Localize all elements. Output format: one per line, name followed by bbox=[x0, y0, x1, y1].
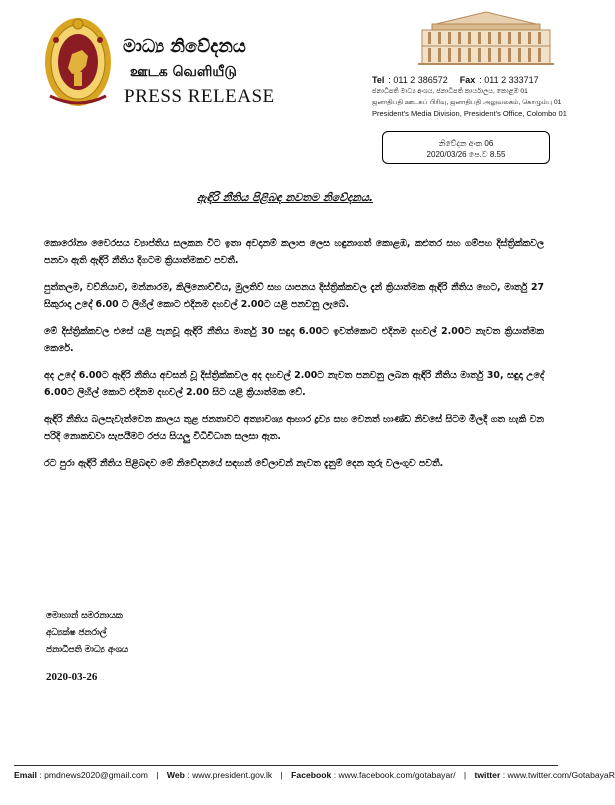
tel-value: : 011 2 386572 bbox=[388, 75, 448, 85]
signatory-name: මොහාන් සමරනායක bbox=[46, 611, 123, 621]
document-body bbox=[44, 236, 544, 484]
reference-box bbox=[382, 131, 550, 164]
body-paragraph: පුත්තලම, වව්නියාව, මන්නාරම, කිලිනොච්චිය, මුලතිව් සහ යාපනය දිස්ත්‍රික්කවල දැන් ක්‍රියාත්මක ඇඳිරි නීතිය හෙට, මාර්තු 27 සිකුරාදා උදේ 6.00 ට ලිහිල් කොට එදිනම දහවල් 2.00ට යළි පනවනු ලැබේ. bbox=[44, 282, 544, 310]
release-datetime: 2020/03/26 පෙ.ව 8.55 bbox=[426, 150, 506, 159]
footer-divider bbox=[14, 765, 558, 766]
phone-fax-line bbox=[372, 75, 562, 86]
web-label: Web bbox=[166, 770, 185, 780]
facebook-label: Facebook bbox=[291, 770, 332, 780]
office-address-sinhala: ජනාධිපති මාධ්‍ය අංශය, ජනාධිපති කාර්යාලය, කොළඹ 01 bbox=[372, 88, 528, 95]
office-address-english: President's Media Division, President's Office, Colombo 01 bbox=[372, 109, 567, 118]
body-paragraph: ඇඳිරි නීතිය බලපැවැත්වෙන කාලය තුළ ජනතාවට අත්‍යාවශ්‍ය ආහාර ද්‍රව්‍ය සහ වෙනත් භාණ්ඩ නිවසේ සිටම මිලදී ගත හැකි වන පරිදි නොකඩවා සැපයීමට රජය සියලු විධිවිධාන සලසා ඇත. bbox=[44, 414, 544, 443]
footer-contacts bbox=[14, 770, 615, 780]
facebook-link[interactable]: : www.facebook.com/gotabayar/ bbox=[333, 770, 456, 780]
footer-separator: | bbox=[280, 770, 283, 780]
signatory-department: ජනාධිපති මාධ්‍ය අංශය bbox=[46, 645, 129, 655]
footer-separator: | bbox=[156, 770, 159, 780]
title-english: PRESS RELEASE bbox=[124, 86, 275, 107]
body-paragraph: කොරෝනා වෛරසය ව්‍යාප්තිය සලකන විට ඉතා අවදානම් කලාප ලෙස හඳුනාගත් කොළඹ, කළුතර සහ ගම්පහ දිස්ත්‍රික්කවල පනවා ඇති ඇඳිරි නීතිය දිගටම ක්‍රියාත්මකව පවතී. bbox=[44, 238, 544, 266]
title-tamil: ஊடக வெளியீடு bbox=[130, 64, 237, 80]
fax-value: : 011 2 333717 bbox=[479, 75, 539, 85]
presidents-office-building-icon bbox=[418, 10, 554, 68]
body-paragraph: අද උදේ 6.00ට ඇඳිරි නීතිය අවසන් වූ දිස්ත්‍රික්කවල අද දහවල් 2.00ට නැවත පනවනු ලබන ඇඳිරි නීතිය මාර්තු 30, සඳුදා උදේ 6.00ට ලිහිල් කොට එදිනම දහවල් 2.00 සිට යළි ක්‍රියාත්මක වේ. bbox=[44, 370, 544, 399]
release-number: නිවේදන අංක 06 bbox=[438, 139, 494, 148]
document-heading: ඇඳිරි නීතිය පිළිබඳ නවතම නිවේදනය. bbox=[196, 191, 374, 204]
email-link[interactable]: : pmdnews2020@gmail.com bbox=[39, 770, 148, 780]
document-heading-wrapper bbox=[0, 186, 570, 205]
body-paragraph: රට පුරා ඇඳිරි නීතිය පිළිබඳව මේ නිවේදනයේ සඳහන් වේලාවන් නැවත දැනුම් දෙන තුරු වලංගුව පවතී. bbox=[44, 458, 444, 470]
fax-label: Fax bbox=[459, 75, 476, 85]
contact-block bbox=[372, 75, 567, 119]
title-sinhala: මාධ්‍ය නිවේදනය bbox=[123, 36, 246, 57]
body-paragraph: මේ දිස්ත්‍රික්කවල එසේ යළි පැනවූ ඇඳිරි නීතිය මාර්තු 30 සඳුදා 6.00ට ඉවත්කොට එදිනම දහවල් 2.00ට නැවත ක්‍රියාත්මක කෙරේ. bbox=[44, 326, 544, 354]
twitter-link[interactable]: : www.twitter.com/GotabayaR bbox=[502, 770, 615, 780]
sri-lanka-emblem-icon bbox=[42, 10, 114, 110]
footer-separator: | bbox=[463, 770, 467, 780]
twitter-label: twitter bbox=[474, 770, 501, 780]
email-label: Email bbox=[14, 770, 37, 780]
signature-block bbox=[46, 608, 346, 686]
signature-date: 2020-03-26 bbox=[46, 671, 98, 683]
website-link[interactable]: : www.president.gov.lk bbox=[187, 770, 273, 780]
tel-label: Tel bbox=[372, 75, 385, 85]
office-address-tamil: ஜனாதிபதி ஊடகப் பிரிவு, ஜனாதிபதி அலுவலகம், கொழும்பு 01 bbox=[372, 99, 562, 106]
signatory-title: අධ්‍යක්ෂ ජනරාල් bbox=[46, 628, 107, 638]
